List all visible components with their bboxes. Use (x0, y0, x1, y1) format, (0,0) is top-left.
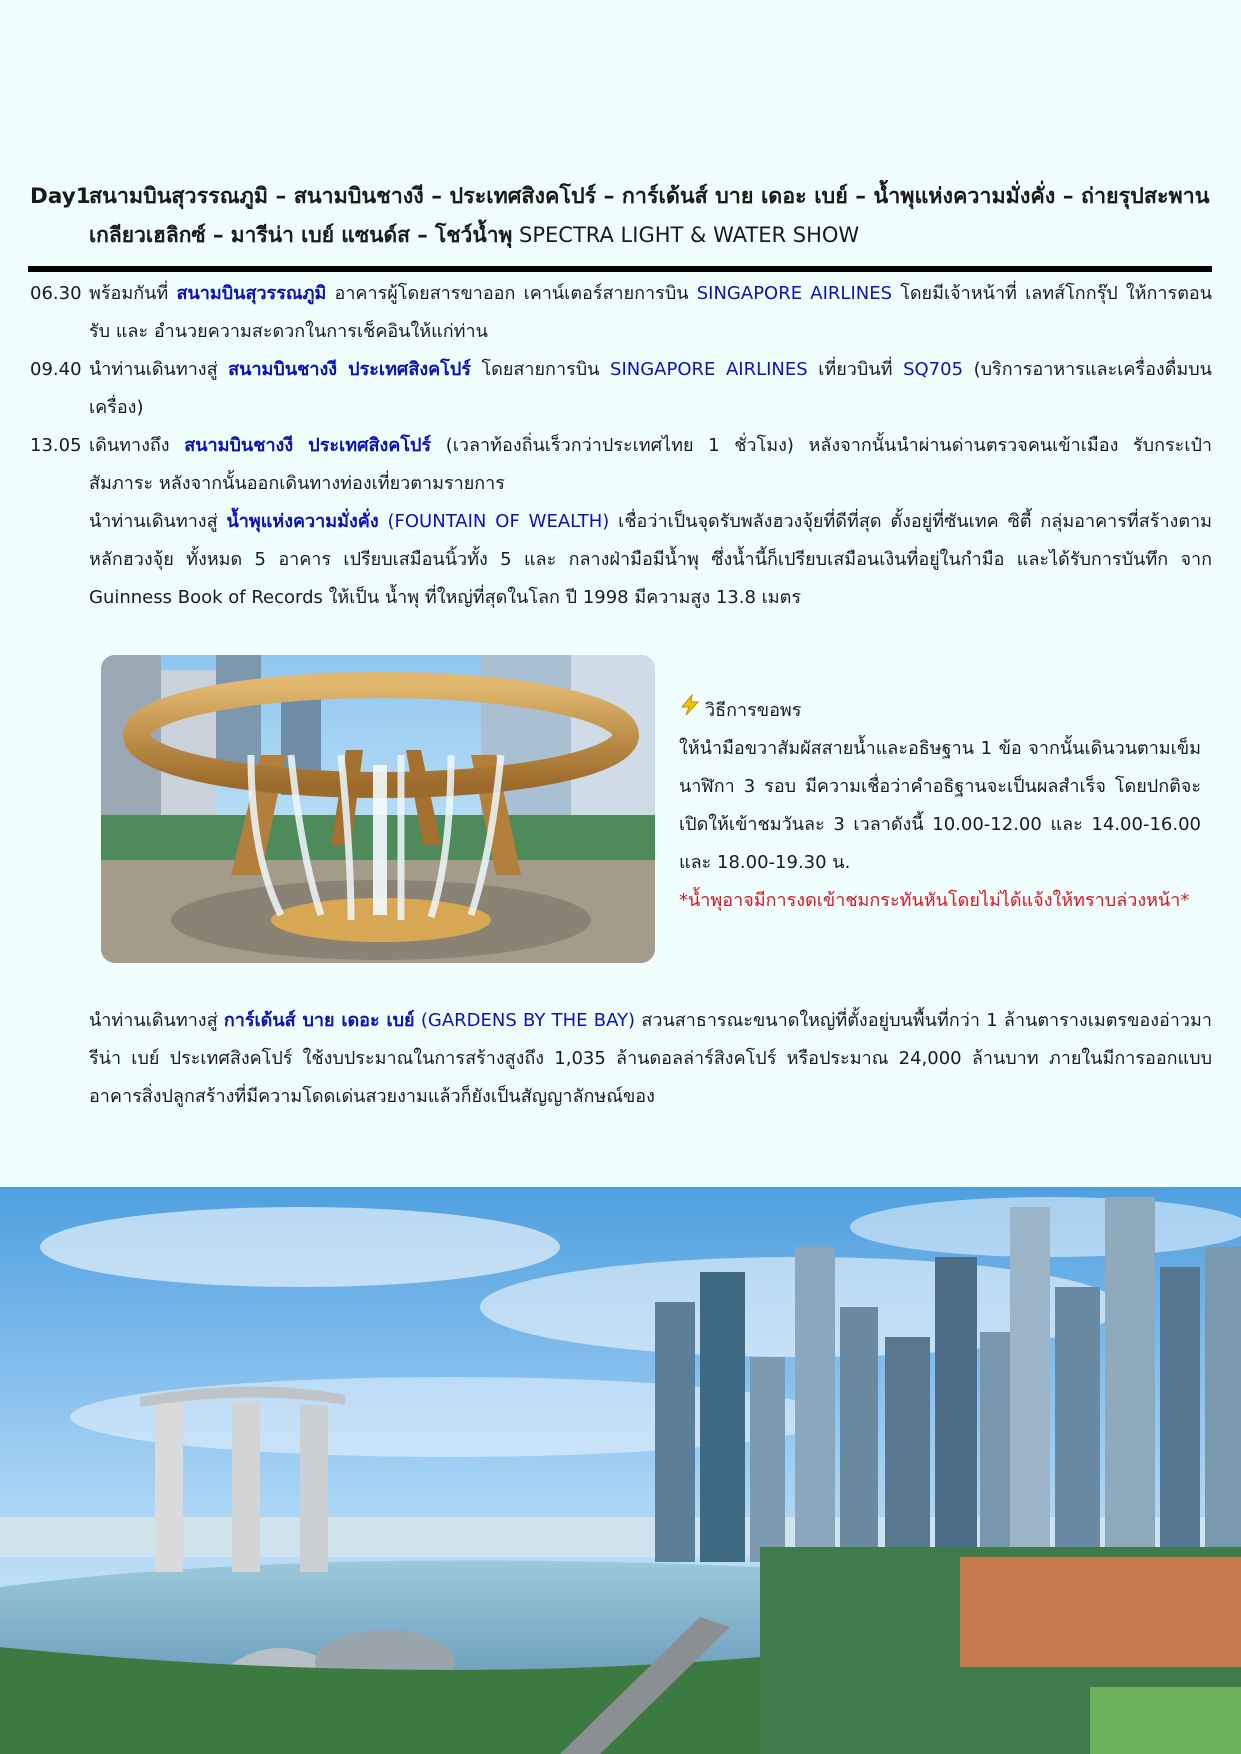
itinerary-item (30, 351, 1212, 427)
gardens-paragraph (30, 1002, 1212, 1116)
text-run: (บริการอาหารและเครื่องดื่มบนเครื่อง) (89, 359, 1212, 418)
item-time: 09.40 (30, 359, 82, 380)
text-run: โดยสายการบิน (470, 359, 611, 380)
text-run: สวนสาธารณะขนาดใหญ่ที่ตั้งอยู่บนพื้นที่กว่า 1 ล้านตารางเมตรของอ่าวมารีน่า เบย์ ประเทศสิงคโปร์ ใช้งบประมาณในการสร้างสูงถึง 1,035 ล้านดอลล่าร์สิงคโปร์ หรือประมาณ 24,000 ล้านบาท ภายในมีการออกแบบอาคารสิ่งปลูกสร้างที่มีความโดดเด่นสวยงามแล้วก็ยังเป็นสัญญาลักษณ์ของ (89, 1010, 1212, 1107)
singapore-skyline-photo (0, 1187, 1241, 1754)
fountain-of-wealth-photo (101, 655, 655, 963)
place-highlight: น้ำพุแห่งความมั่งคั่ง (226, 511, 379, 532)
text-run: เดินทางถึง (89, 435, 185, 456)
text-run: (เวลาท้องถิ่นเร็วกว่าประเทศไทย 1 ชั่วโมง) หลังจากนั้นนำผ่านด่านตรวจคนเข้าเมือง รับกระเป๋าสัมภาระ หลังจากนั้นออกเดินทางท่องเที่ยวตามรายการ (89, 435, 1213, 494)
place-highlight: สนามบินสุวรรณภูมิ (176, 283, 327, 304)
itinerary-item (30, 427, 1212, 503)
item-text (89, 503, 1212, 617)
text-run: พร้อมกันที่ (89, 283, 177, 304)
airline-highlight: SINGAPORE AIRLINES (696, 283, 893, 304)
wish-box (679, 692, 1201, 920)
route-line-2-bold: เกลียวเฮลิกซ์ – มารีน่า เบย์ แซนด์ส – โชว์น้ำพุ (89, 223, 513, 247)
flight-highlight: SQ705 (903, 359, 964, 380)
place-highlight: สนามบินชางงี ประเทศสิงคโปร์ (228, 359, 471, 380)
day-title (30, 178, 1212, 254)
wish-warning: *น้ำพุอาจมีการงดเข้าชมกระทันหันโดยไม่ได้แจ้งให้ทราบล่วงหน้า* (679, 890, 1190, 911)
text-run: เที่ยวบินที่ (807, 359, 904, 380)
route-line-1: สนามบินสุวรรณภูมิ – สนามบินชางงี – ประเทศสิงคโปร์ – การ์เด้นส์ บาย เดอะ เบย์ – น้ำพุแห่งความมั่งคั่ง – ถ่ายรุปสะพาน (89, 184, 1210, 209)
text-run: อาคารผู้โดยสารขาออก เคาน์เตอร์สายการบิน (326, 283, 697, 304)
route-line-2-rest: SPECTRA LIGHT & WATER SHOW (512, 223, 860, 247)
item-time: 13.05 (30, 435, 82, 456)
item-time: 06.30 (30, 283, 82, 304)
fountain-paragraph (30, 503, 1212, 617)
text-run: เชื่อว่าเป็นจุดรับพลังฮวงจุ้ยที่ดีที่สุด ตั้งอยู่ที่ซันเทค ซิตี้ กลุ่มอาคารที่สร้างตามหลักฮวงจุ้ย ทั้งหมด 5 อาคาร เปรียบเสมือนนิ้วทั้ง 5 และ กลางฝ่ามือมีน้ำพุ ซึ่งน้ำนี้ก็เปรียบเสมือนเงินที่อยู่ในกำมือ และได้รับการบันทึก จาก Guinness Book of Records ให้เป็น น้ำพุ ที่ใหญ่ที่สุดในโลก ปี 1998 มีความสูง 13.8 เมตร (89, 511, 1212, 608)
wish-heading (679, 692, 1201, 730)
title-divider (28, 266, 1212, 272)
airline-highlight: SINGAPORE AIRLINES (610, 359, 808, 380)
wish-heading-text: วิธีการขอพร (705, 700, 802, 721)
wish-body: ให้นำมือขวาสัมผัสสายน้ำและอธิษฐาน 1 ข้อ จากนั้นเดินวนตามเข็มนาฬิกา 3 รอบ มีความเชื่อว่าคำอธิฐานจะเป็นผลสำเร็จ โดยปกติจะเปิดให้เข้าชมวันละ 3 เวลาดังนี้ 10.00-12.00 และ 14.00-16.00 และ 18.00-19.30 น. (679, 738, 1201, 873)
item-text (89, 275, 1212, 351)
day-label: Day1 (30, 184, 91, 209)
lightning-icon (679, 692, 701, 730)
text-run: นำท่านเดินทางสู่ (89, 359, 229, 380)
text-run: นำท่านเดินทางสู่ (89, 511, 227, 532)
text-run: นำท่านเดินทางสู่ (89, 1010, 224, 1031)
item-text (89, 1002, 1212, 1116)
place-highlight-en: (FOUNTAIN OF WEALTH) (378, 511, 610, 532)
item-text (89, 427, 1212, 503)
place-highlight: การ์เด้นส์ บาย เดอะ เบย์ (223, 1010, 415, 1031)
item-text (89, 351, 1212, 427)
place-highlight: สนามบินชางงี ประเทศสิงคโปร์ (184, 435, 432, 456)
itinerary-item (30, 275, 1212, 351)
route-line-2 (30, 216, 1212, 254)
place-highlight-en: (GARDENS BY THE BAY) (414, 1010, 636, 1031)
text-run: โดยมีเจ้าหน้าที่ เลทส์โกกรุ๊ป ให้การตอนรับ และ อำนวยความสะดวกในการเช็คอินให้แก่ท่าน (89, 283, 1213, 342)
